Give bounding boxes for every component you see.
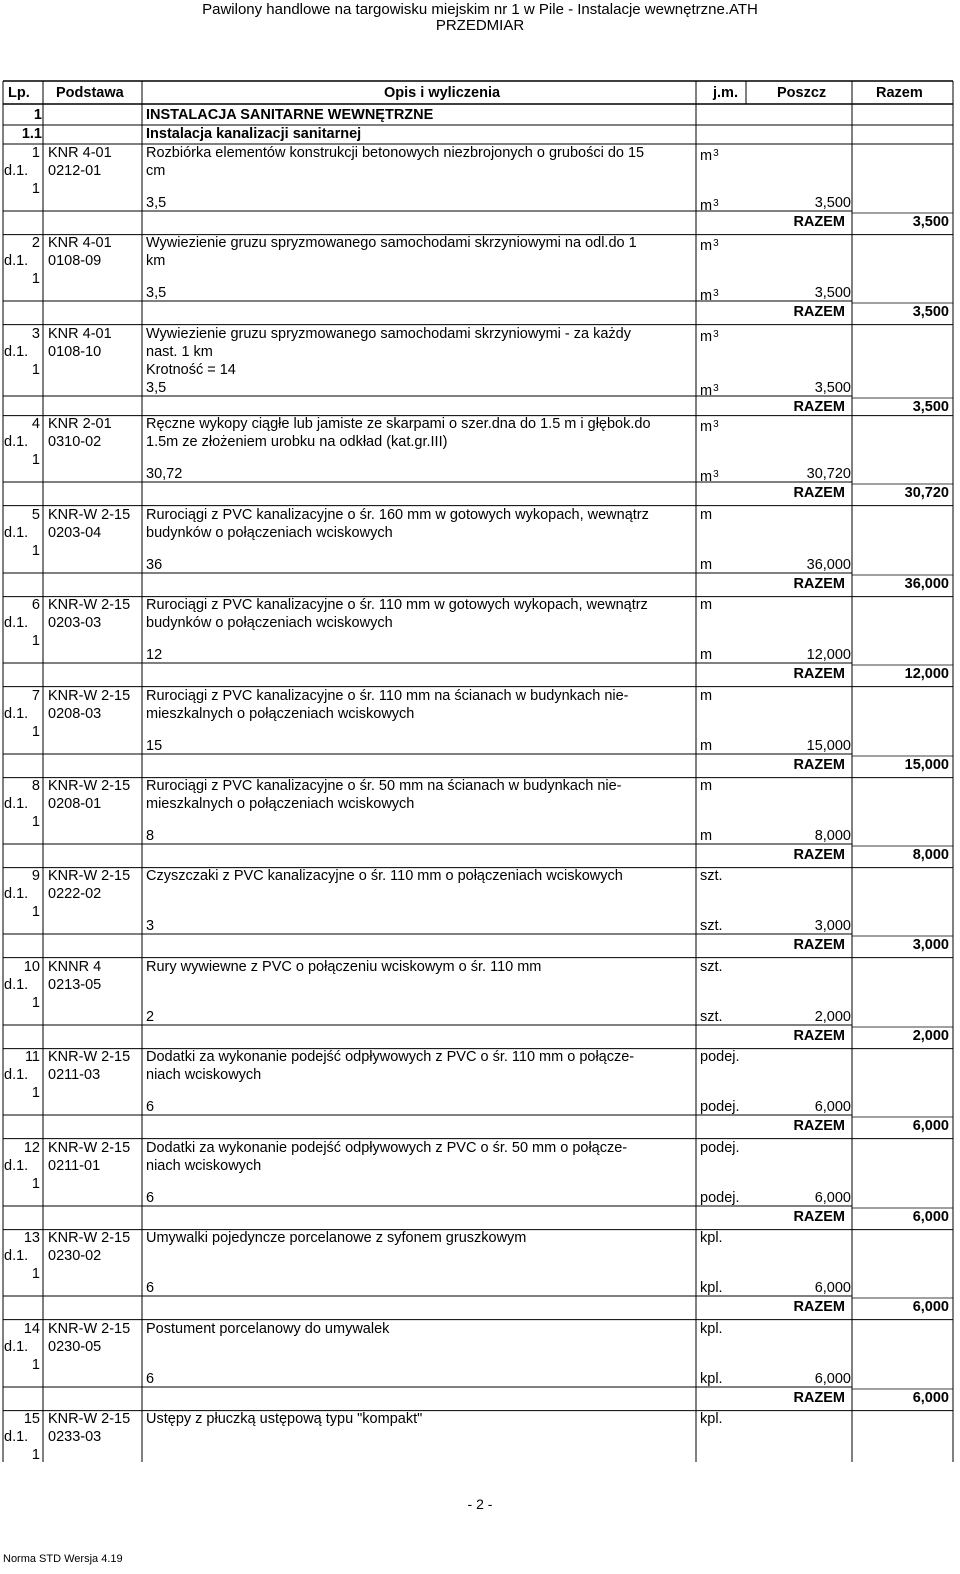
item-poszcz-value: 15,000 <box>806 738 851 754</box>
item-description-cont: 1.5m ze złożeniem urobku na odkład (kat.gr.III) <box>146 434 448 450</box>
item-lp-suffix: 1 <box>31 362 40 378</box>
razem-label: RAZEM <box>793 666 845 682</box>
item-lp: 5 <box>31 507 40 523</box>
item-razem-value: 3,500 <box>912 304 949 320</box>
item-lp-suffix: 1 <box>31 1176 40 1192</box>
item-poszcz-value: 3,500 <box>814 380 851 396</box>
item-description-cont: budynków o połączeniach wciskowych <box>146 615 393 631</box>
subsection-number: 1.1 <box>21 126 42 142</box>
razem-label: RAZEM <box>793 304 845 320</box>
item-calc-unit: podej. <box>700 1099 740 1115</box>
item-unit: m <box>700 688 713 704</box>
item-code: KNR 2-01 <box>48 416 112 432</box>
item-lp-suffix: 1 <box>31 904 40 920</box>
razem-label: RAZEM <box>793 1209 845 1225</box>
razem-label: RAZEM <box>793 1118 845 1134</box>
razem-label: RAZEM <box>793 937 845 953</box>
item-poszcz-value: 3,000 <box>814 918 851 934</box>
item-lp-suffix: 1 <box>31 1357 40 1373</box>
item-lp: 11 <box>24 1049 40 1065</box>
item-poszcz-value: 8,000 <box>814 828 851 844</box>
item-description-cont: cm <box>146 163 166 179</box>
item-unit: podej. <box>700 1049 740 1065</box>
item-calculation: 3,5 <box>146 285 167 301</box>
item-unit: m <box>700 778 713 794</box>
item-code: KNR 4-01 <box>48 235 112 251</box>
item-code-number: 0211-01 <box>48 1158 101 1174</box>
item-calculation: 3,5 <box>146 195 167 211</box>
item-razem-value: 36,000 <box>904 576 949 592</box>
item-lp: 13 <box>23 1230 40 1246</box>
item-unit: kpl. <box>700 1411 723 1427</box>
item-lp: 12 <box>23 1140 40 1156</box>
item-calculation: 15 <box>146 738 163 754</box>
item-lp: 10 <box>23 959 40 975</box>
item-code: KNR 4-01 <box>48 145 112 161</box>
item-razem-value: 30,720 <box>904 485 949 501</box>
item-lp-prefix: d.1. <box>4 796 29 812</box>
item-lp-prefix: d.1. <box>4 1339 29 1355</box>
item-calc-unit: kpl. <box>700 1280 723 1296</box>
item-description: Ręczne wykopy ciągłe lub jamiste ze skarpami o szer.dna do 1.5 m i głębok.do <box>146 416 651 432</box>
item-lp-prefix: d.1. <box>4 706 29 722</box>
razem-label: RAZEM <box>793 847 845 863</box>
item-lp-prefix: d.1. <box>4 434 29 450</box>
item-calculation: 12 <box>146 647 163 663</box>
item-unit: podej. <box>700 1140 740 1156</box>
item-unit: m <box>700 507 713 523</box>
item-lp-prefix: d.1. <box>4 1158 29 1174</box>
item-poszcz-value: 6,000 <box>814 1099 851 1115</box>
item-unit: kpl. <box>700 1321 723 1337</box>
item-calc-unit: $m^3$ <box>700 469 719 485</box>
item-lp-suffix: 1 <box>31 814 40 830</box>
item-poszcz-value: 3,500 <box>814 285 851 301</box>
item-description-cont: mieszkalnych o połączeniach wciskowych <box>146 706 415 722</box>
item-unit: $m^3$ <box>700 238 719 254</box>
item-description-cont: km <box>146 253 166 269</box>
item-code-number: 0203-03 <box>48 615 102 631</box>
item-calc-unit: m <box>700 828 713 844</box>
item-lp-prefix: d.1. <box>4 525 29 541</box>
item-lp-prefix: d.1. <box>4 163 29 179</box>
item-code: KNR-W 2-15 <box>48 688 131 704</box>
item-unit: $m^3$ <box>700 419 719 435</box>
item-calculation: 36 <box>146 557 163 573</box>
item-lp-suffix: 1 <box>31 1085 40 1101</box>
item-description: Czyszczaki z PVC kanalizacyjne o śr. 110 mm o połączeniach wciskowych <box>146 868 623 884</box>
item-calculation: 3,5 <box>146 380 167 396</box>
item-description: Rury wywiewne z PVC o połączeniu wciskowym o śr. 110 mm <box>146 959 542 975</box>
item-code-number: 0208-03 <box>48 706 102 722</box>
item-lp-suffix: 1 <box>31 271 40 287</box>
item-description: Rurociągi z PVC kanalizacyjne o śr. 50 mm na ścianach w budynkach nie- <box>146 778 622 794</box>
item-code-number: 0233-03 <box>48 1429 102 1445</box>
item-description: Rurociągi z PVC kanalizacyjne o śr. 160 mm w gotowych wykopach, wewnątrz <box>146 507 649 523</box>
item-description-cont: niach wciskowych <box>146 1158 262 1174</box>
item-description: Rurociągi z PVC kanalizacyjne o śr. 110 mm w gotowych wykopach, wewnątrz <box>146 597 648 613</box>
item-razem-value: 12,000 <box>904 666 949 682</box>
item-description: Umywalki pojedyncze porcelanowe z syfonem gruszkowym <box>146 1230 527 1246</box>
item-unit: szt. <box>700 868 723 884</box>
col-header-lp: Lp. <box>8 85 30 101</box>
item-lp: 14 <box>23 1321 40 1337</box>
razem-label: RAZEM <box>793 1299 845 1315</box>
item-lp-suffix: 1 <box>31 995 40 1011</box>
razem-label: RAZEM <box>793 399 845 415</box>
item-description-cont: nast. 1 km <box>146 344 213 360</box>
item-razem-value: 8,000 <box>912 847 949 863</box>
razem-label: RAZEM <box>793 757 845 773</box>
item-code-number: 0230-02 <box>48 1248 102 1264</box>
razem-label: RAZEM <box>793 1028 845 1044</box>
item-calculation: 3 <box>146 918 155 934</box>
col-header-opis: Opis i wyliczenia <box>384 85 501 101</box>
item-lp: 9 <box>31 868 40 884</box>
item-lp-suffix: 1 <box>31 543 40 559</box>
item-calc-unit: $m^3$ <box>700 288 719 304</box>
item-description: Wywiezienie gruzu spryzmowanego samochodami skrzyniowymi na odl.do 1 <box>146 235 637 251</box>
item-lp-prefix: d.1. <box>4 253 29 269</box>
item-unit: m <box>700 597 713 613</box>
subsection-title: Instalacja kanalizacji sanitarnej <box>146 126 362 142</box>
item-code-number: 0108-09 <box>48 253 102 269</box>
item-lp: 6 <box>31 597 40 613</box>
document-title: Pawilony handlowe na targowisku miejskim nr 1 w Pile - Instalacje wewnętrzne.ATH <box>202 1 758 18</box>
item-code-number: 0208-01 <box>48 796 102 812</box>
item-description-cont: budynków o połączeniach wciskowych <box>146 525 393 541</box>
item-unit: kpl. <box>700 1230 723 1246</box>
item-code-number: 0310-02 <box>48 434 102 450</box>
item-razem-value: 6,000 <box>912 1390 949 1406</box>
page-number: - 2 - <box>467 1496 493 1512</box>
item-lp: 15 <box>23 1411 40 1427</box>
item-description-cont: niach wciskowych <box>146 1067 262 1083</box>
item-lp: 1 <box>31 145 40 161</box>
item-code-number: 0213-05 <box>48 977 102 993</box>
item-razem-value: 6,000 <box>912 1209 949 1225</box>
item-multiplier: Krotność = 14 <box>146 362 236 378</box>
item-code-number: 0222-02 <box>48 886 102 902</box>
item-unit: $m^3$ <box>700 148 719 164</box>
item-code: KNR-W 2-15 <box>48 868 131 884</box>
item-code: KNNR 4 <box>48 959 102 975</box>
item-calc-unit: m <box>700 738 713 754</box>
item-calculation: 8 <box>146 828 155 844</box>
item-lp-prefix: d.1. <box>4 977 29 993</box>
item-lp-prefix: d.1. <box>4 1429 29 1445</box>
item-razem-value: 2,000 <box>912 1028 949 1044</box>
item-razem-value: 3,000 <box>912 937 949 953</box>
item-description: Dodatki za wykonanie podejść odpływowych z PVC o śr. 50 mm o połącze- <box>146 1140 628 1156</box>
col-header-razem: Razem <box>876 85 923 101</box>
item-razem-value: 6,000 <box>912 1118 949 1134</box>
item-description: Postument porcelanowy do umywalek <box>146 1321 390 1337</box>
item-poszcz-value: 3,500 <box>814 195 851 211</box>
item-razem-value: 3,500 <box>912 214 949 230</box>
item-calculation: 6 <box>146 1099 155 1115</box>
item-description: Dodatki za wykonanie podejść odpływowych z PVC o śr. 110 mm o połącze- <box>146 1049 635 1065</box>
item-calc-unit: $m^3$ <box>700 383 719 399</box>
document-subtitle: PRZEDMIAR <box>435 17 525 34</box>
item-lp: 3 <box>31 326 40 342</box>
col-header-jm: j.m. <box>713 85 738 101</box>
item-calc-unit: podej. <box>700 1190 740 1206</box>
item-lp: 4 <box>31 416 40 432</box>
item-description: Ustępy z płuczką ustępową typu "kompakt" <box>146 1411 423 1427</box>
item-code: KNR 4-01 <box>48 326 112 342</box>
item-calc-unit: szt. <box>700 918 723 934</box>
item-poszcz-value: 36,000 <box>806 557 851 573</box>
item-code-number: 0108-10 <box>48 344 102 360</box>
item-code-number: 0230-05 <box>48 1339 102 1355</box>
item-calc-unit: szt. <box>700 1009 723 1025</box>
item-calculation: 30,72 <box>146 466 183 482</box>
item-lp: 8 <box>31 778 40 794</box>
item-code: KNR-W 2-15 <box>48 1049 131 1065</box>
item-calc-unit: $m^3$ <box>700 198 719 214</box>
item-code: KNR-W 2-15 <box>48 1140 131 1156</box>
item-unit: $m^3$ <box>700 329 719 345</box>
item-lp-prefix: d.1. <box>4 886 29 902</box>
item-lp-prefix: d.1. <box>4 1248 29 1264</box>
item-poszcz-value: 6,000 <box>814 1280 851 1296</box>
item-code-number: 0212-01 <box>48 163 102 179</box>
item-calc-unit: m <box>700 557 713 573</box>
col-header-poszcz: Poszcz <box>777 85 827 101</box>
item-calculation: 2 <box>146 1009 155 1025</box>
item-code-number: 0203-04 <box>48 525 102 541</box>
item-code: KNR-W 2-15 <box>48 778 131 794</box>
item-lp-prefix: d.1. <box>4 615 29 631</box>
item-lp-suffix: 1 <box>31 633 40 649</box>
item-lp-suffix: 1 <box>31 181 40 197</box>
item-poszcz-value: 6,000 <box>814 1190 851 1206</box>
razem-label: RAZEM <box>793 576 845 592</box>
razem-label: RAZEM <box>793 485 845 501</box>
item-lp-suffix: 1 <box>31 1266 40 1282</box>
col-header-podstawa: Podstawa <box>56 85 124 101</box>
item-unit: szt. <box>700 959 723 975</box>
item-code: KNR-W 2-15 <box>48 1230 131 1246</box>
item-poszcz-value: 12,000 <box>806 647 851 663</box>
item-poszcz-value: 30,720 <box>806 466 851 482</box>
item-lp-prefix: d.1. <box>4 1067 29 1083</box>
section-title: INSTALACJA SANITARNE WEWNĘTRZNE <box>146 107 434 123</box>
item-calculation: 6 <box>146 1371 155 1387</box>
item-code: KNR-W 2-15 <box>48 597 131 613</box>
item-code-number: 0211-03 <box>48 1067 101 1083</box>
item-calc-unit: m <box>700 647 713 663</box>
item-description: Rurociągi z PVC kanalizacyjne o śr. 110 mm na ścianach w budynkach nie- <box>146 688 629 704</box>
item-code: KNR-W 2-15 <box>48 1411 131 1427</box>
item-poszcz-value: 6,000 <box>814 1371 851 1387</box>
item-lp: 7 <box>31 688 40 704</box>
item-calc-unit: kpl. <box>700 1371 723 1387</box>
razem-label: RAZEM <box>793 214 845 230</box>
item-description-cont: mieszkalnych o połączeniach wciskowych <box>146 796 415 812</box>
item-calculation: 6 <box>146 1280 155 1296</box>
section-number: 1 <box>33 107 42 123</box>
item-razem-value: 6,000 <box>912 1299 949 1315</box>
item-calculation: 6 <box>146 1190 155 1206</box>
razem-label: RAZEM <box>793 1390 845 1406</box>
item-description: Wywiezienie gruzu spryzmowanego samochodami skrzyniowymi - za każdy <box>146 326 631 342</box>
software-version: Norma STD Wersja 4.19 <box>3 1553 123 1565</box>
item-razem-value: 15,000 <box>904 757 949 773</box>
item-code: KNR-W 2-15 <box>48 507 131 523</box>
item-lp-suffix: 1 <box>31 724 40 740</box>
item-poszcz-value: 2,000 <box>814 1009 851 1025</box>
item-lp: 2 <box>31 235 40 251</box>
item-description: Rozbiórka elementów konstrukcji betonowych niezbrojonych o grubości do 15 <box>146 145 645 161</box>
item-razem-value: 3,500 <box>912 399 949 415</box>
item-code: KNR-W 2-15 <box>48 1321 131 1337</box>
item-lp-prefix: d.1. <box>4 344 29 360</box>
item-lp-suffix: 1 <box>31 1447 40 1463</box>
item-lp-suffix: 1 <box>31 452 40 468</box>
